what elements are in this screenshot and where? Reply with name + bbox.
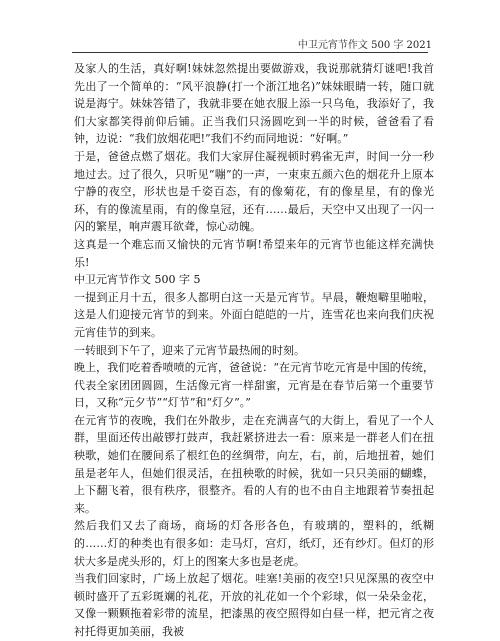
paragraph-lanterns: 然后我们又去了商场，商场的灯各形各色，有玻璃的，塑料的，纸糊的……灯的种类也有很多如：走马灯，宫灯，纸灯，还有纱灯。但灯的形状大多是虎头形的，灯上的图案大多也是老虎。 <box>74 519 434 568</box>
paragraph-family-game: 及家人的生活，真好啊!妹妹忽然提出要做游戏，我说那就猜灯谜吧!我首先出了一个简单的：“风平浪静(打一个浙江地名)”妹妹眼睛一转，随口就说是海宁。妹妹答错了，我就非要在她衣服上添一只乌龟，我添好了，我们大家都笑得前仰后铺。正当我们只汤圆吃到一半的时候，爸爸看了看钟，边说：“我们放烟花吧!”我们不约而同地说：“好啊。” <box>74 62 434 146</box>
paragraph-evening: 晚上，我们吃着香喷喷的元宵，爸爸说：“在元宵节吃元宵是中国的传统，代表全家团团圆圆，生活像元宵一样甜蜜，元宵是在春节后第一个重要节日，又称“元夕节”“灯节”和“灯夕”。” <box>74 361 434 410</box>
paragraph-afternoon: 一转眼到下午了，迎来了元宵节最热闹的时刻。 <box>74 343 305 357</box>
paragraph-night-fireworks: 当我们回家时，广场上放起了烟花。哇塞!美丽的夜空!只见深黑的夜空中顿时盛开了五彩斑斓的礼花，开放的礼花如一个个彩球，似一朵朵金花，又像一颗颗拖着彩带的流星，把漆黑的夜空照得如白昼一样，把元宵之夜衬托得更加美丽，我被 <box>74 572 434 638</box>
paragraph-yangge: 在元宵节的夜晚，我们在外散步，走在充满喜气的大街上，看见了一个人群，里面还传出敲锣打鼓声，我赶紧挤进去一看：原来是一群老人们在扭秧歌，她们在腰间系了根红色的丝绸带，向左，右，前，后地扭着，她们虽是老年人，但她们很灵活，在扭秧歌的时候，犹如一只只美丽的蝴蝶，上下翻飞着，很有秩序，很整齐。看的人有的也不由自主地跟着节奏扭起来。 <box>74 413 434 515</box>
header-divider <box>72 52 428 53</box>
paragraph-fireworks: 于是，爸爸点燃了烟花。我们大家屏住凝视顿时鸦雀无声，时间一分一秒地过去。过了很久，只听见“嘣”的一声，一束束五颜六色的烟花升上原本宁静的夜空，形状也是千姿百态，有的像菊花，有的像星星，有的像光环，有的像流星雨，有的像皇冠，还有……最后，天空中又出现了一闪一闪的繁星，响声震耳欲聋，惊心动魄。 <box>74 149 434 234</box>
document-body <box>74 60 434 641</box>
paragraph-closing: 这真是一个难忘而又愉快的元宵节啊!希望来年的元宵节也能这样充满快乐! <box>74 237 434 269</box>
paragraph-intro: 一提到正月十五，很多人都明白这一天是元宵节。早晨，鞭炮噼里啪啦，这是人们迎接元宵节的到来。外面白皑皑的一片，连雪花也来向我们庆祝元宵佳节的到来。 <box>74 290 434 339</box>
essay-heading: 中卫元宵节作文 500 字 5 <box>74 273 201 287</box>
page-header-title: 中卫元宵节作文 500 字 2021 <box>297 40 432 51</box>
